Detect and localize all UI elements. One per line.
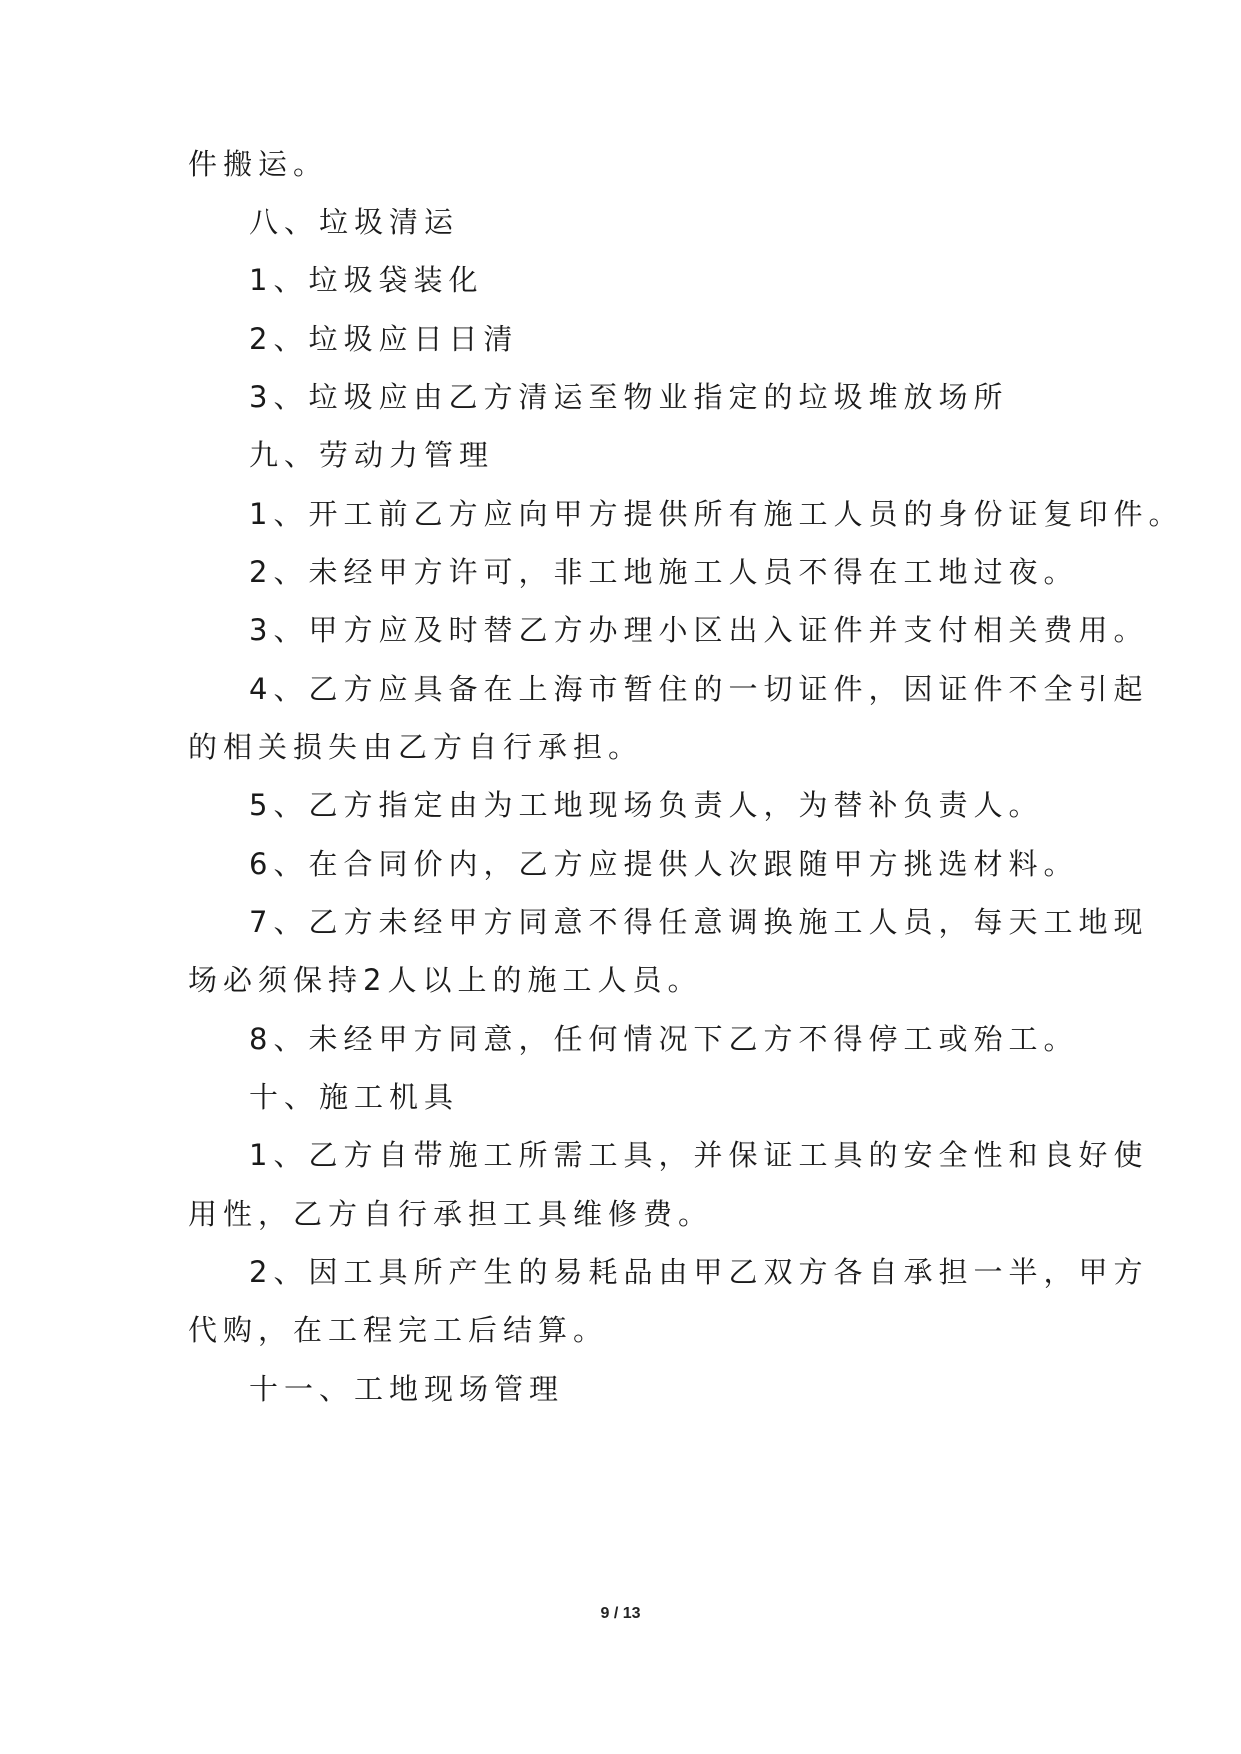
list-item-continuation: 代购，在工程完工后结算。 bbox=[188, 1313, 609, 1347]
list-item: 2、因工具所产生的易耗品由甲乙双方各自承担一半，甲方 bbox=[249, 1255, 1149, 1289]
page-number: 9 / 13 bbox=[600, 1605, 641, 1622]
list-item: 7、乙方未经甲方同意不得任意调换施工人员，每天工地现 bbox=[249, 905, 1149, 939]
list-item: 2、垃圾应日日清 bbox=[249, 322, 519, 356]
list-item-continuation: 用性，乙方自行承担工具维修费。 bbox=[188, 1197, 714, 1231]
list-item: 6、在合同价内，乙方应提供人次跟随甲方挑选材料。 bbox=[249, 847, 1079, 881]
list-item-continuation: 场必须保持2人以上的施工人员。 bbox=[188, 963, 703, 997]
list-item: 3、甲方应及时替乙方办理小区出入证件并支付相关费用。 bbox=[249, 613, 1149, 647]
list-item: 2、未经甲方许可，非工地施工人员不得在工地过夜。 bbox=[249, 555, 1079, 589]
section-heading-10: 十、施工机具 bbox=[249, 1080, 460, 1114]
list-item: 4、乙方应具备在上海市暂住的一切证件，因证件不全引起 bbox=[249, 672, 1149, 706]
section-heading-11: 十一、工地现场管理 bbox=[249, 1372, 565, 1406]
section-heading-8: 八、垃圾清运 bbox=[249, 205, 460, 239]
list-item: 8、未经甲方同意，任何情况下乙方不得停工或殆工。 bbox=[249, 1022, 1079, 1056]
paragraph-continuation: 件搬运。 bbox=[188, 147, 329, 181]
list-item: 1、乙方自带施工所需工具，并保证工具的安全性和良好使 bbox=[249, 1138, 1149, 1172]
list-item: 3、垃圾应由乙方清运至物业指定的垃圾堆放场所 bbox=[249, 380, 1009, 414]
list-item: 1、开工前乙方应向甲方提供所有施工人员的身份证复印件。 bbox=[249, 497, 1184, 531]
list-item: 1、垃圾袋装化 bbox=[249, 263, 484, 297]
section-heading-9: 九、劳动力管理 bbox=[249, 438, 495, 472]
list-item-continuation: 的相关损失由乙方自行承担。 bbox=[188, 730, 644, 764]
list-item: 5、乙方指定由为工地现场负责人，为替补负责人。 bbox=[249, 788, 1044, 822]
